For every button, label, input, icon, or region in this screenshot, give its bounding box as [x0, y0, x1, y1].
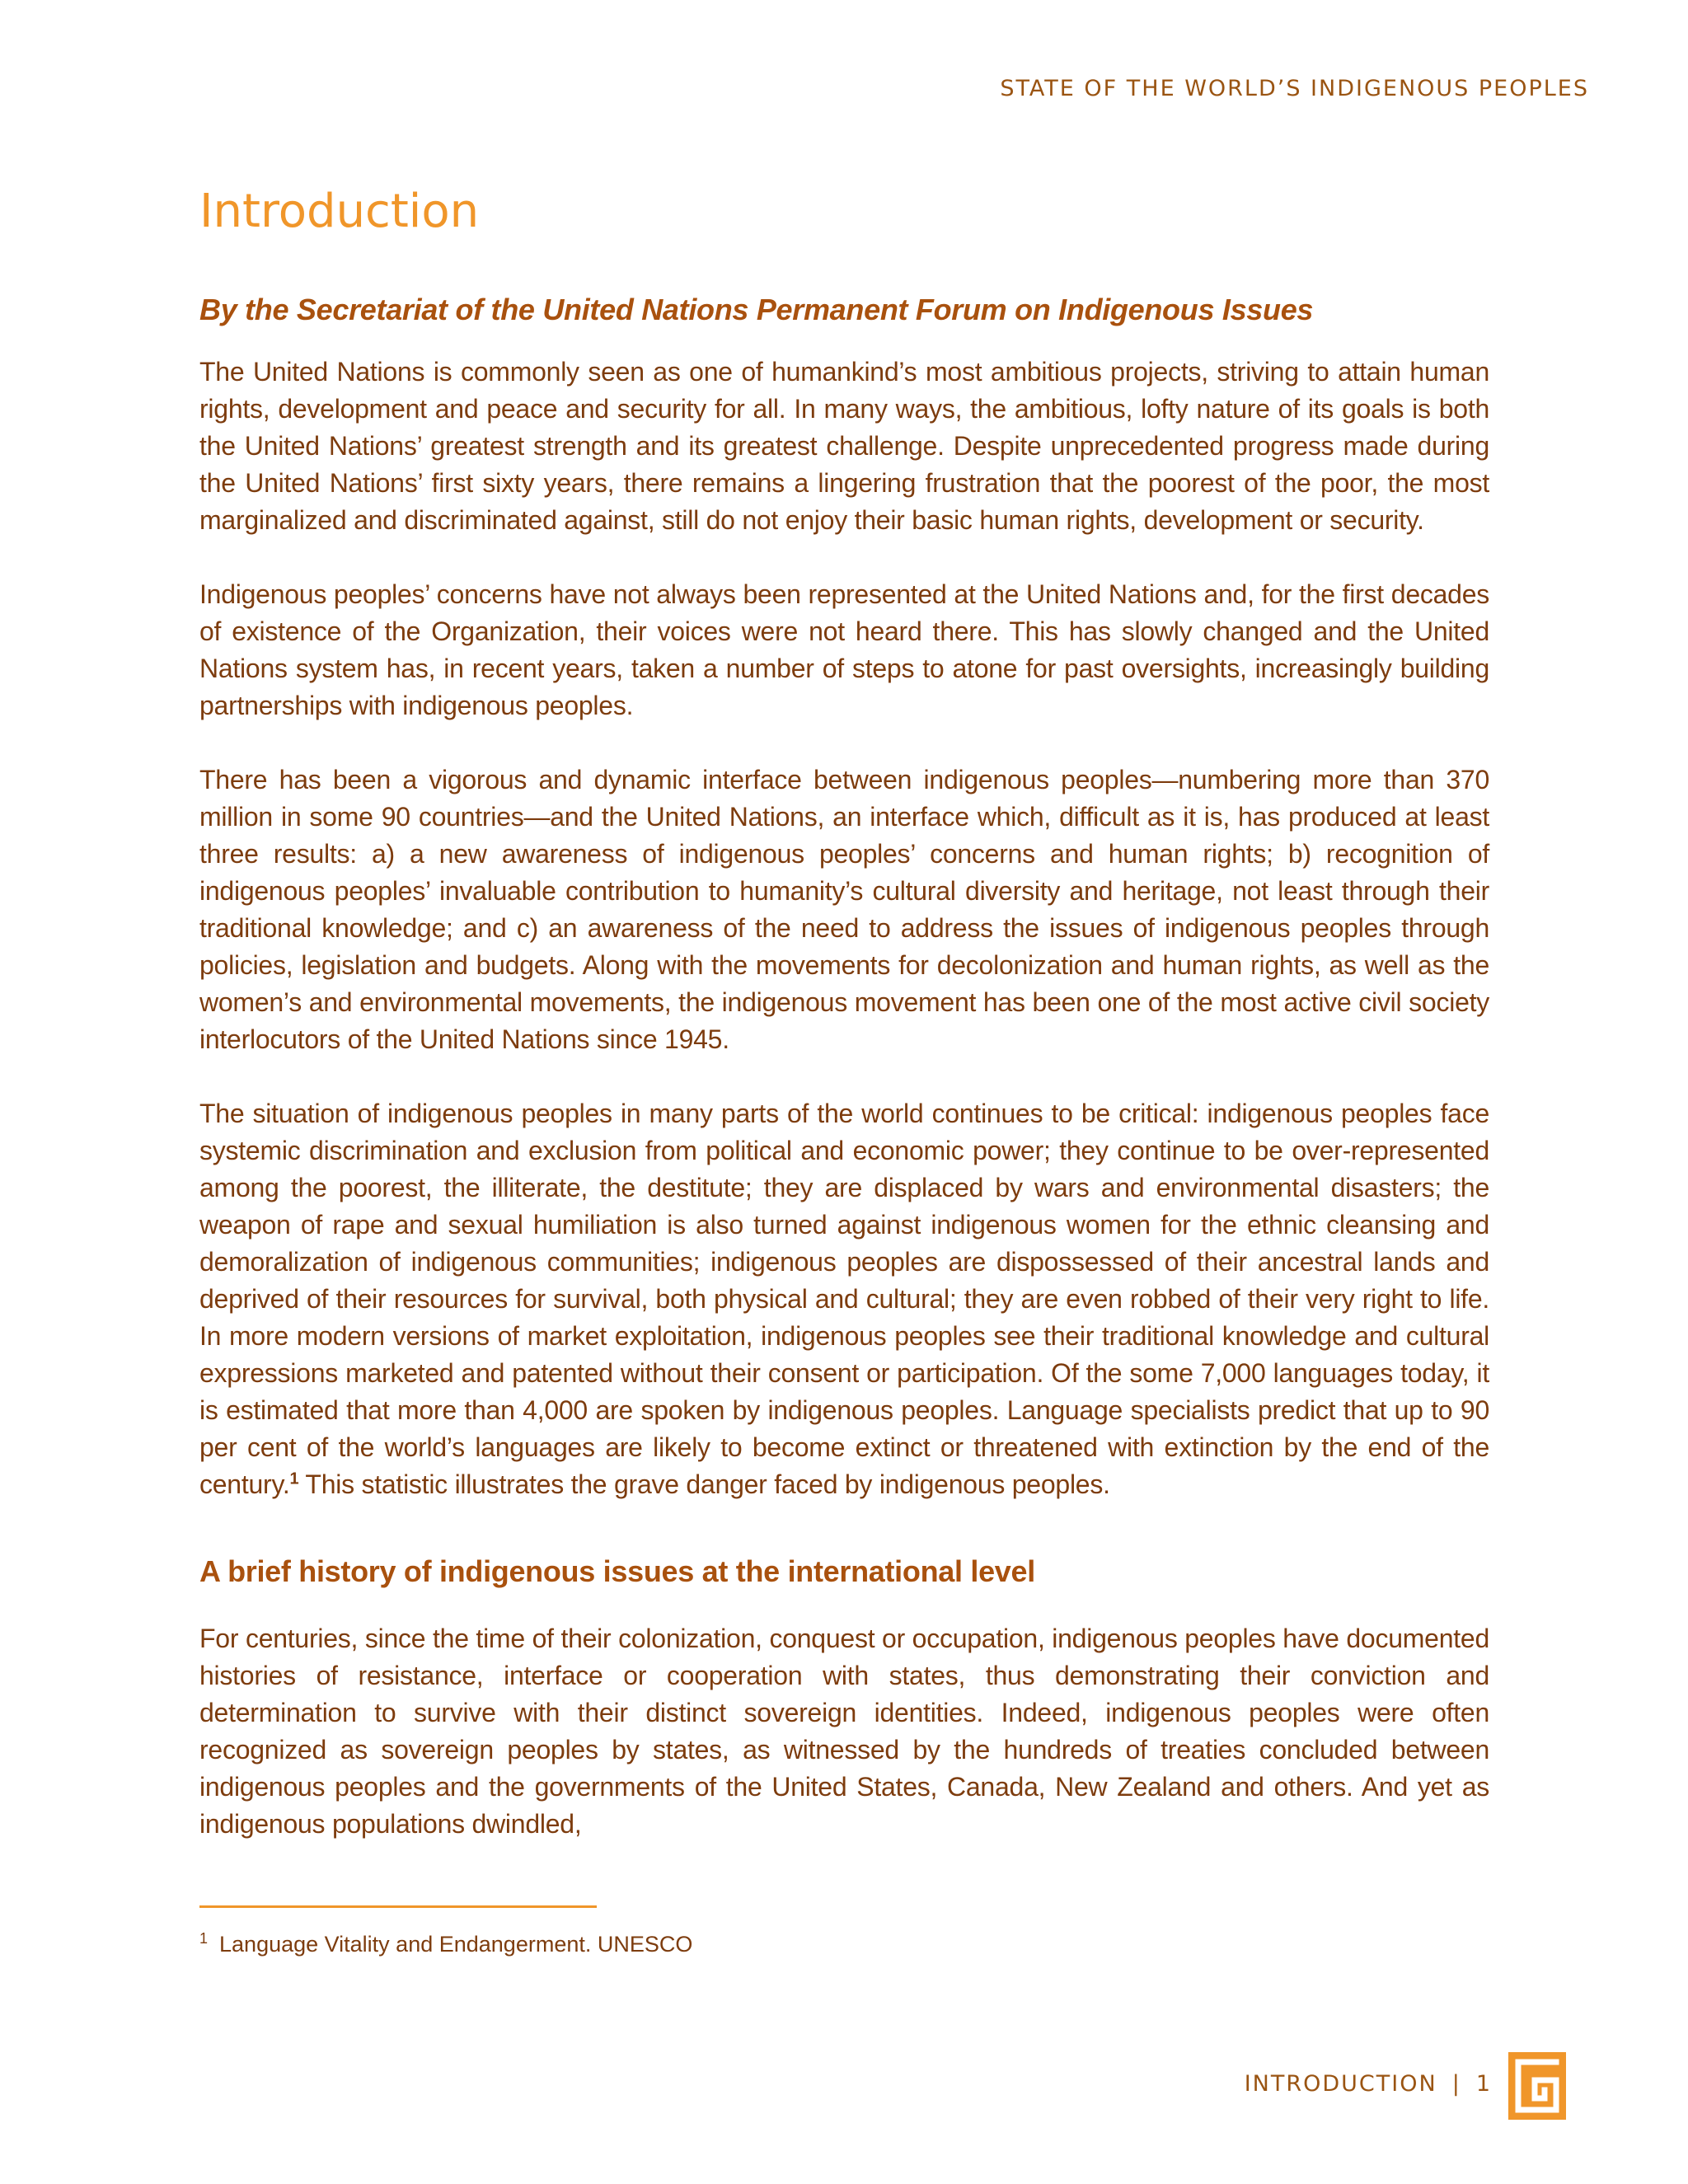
footnote-text: Language Vitality and Endangerment. UNESCO — [219, 1932, 693, 1957]
footnote-reference[interactable]: 1 — [289, 1469, 299, 1488]
paragraph-4 — [199, 1095, 1489, 1503]
paragraph-4-text-end: This statistic illustrates the grave danger faced by indigenous peoples. — [298, 1469, 1110, 1500]
subtitle-byline: By the Secretariat of the United Nations Permanent Forum on Indigenous Issues — [199, 293, 1314, 327]
paragraph-1: The United Nations is commonly seen as one of humankind’s most ambitious projects, striving to attain human rights, development and peace and security for all. In many ways, the ambitious, lofty nature of its goals is both the United Nations’ greatest strength and its greatest challenge. Despite unprecedented progress made during the United Nations’ first sixty years, there remains a lingering frustration that the poorest of the poor, the most marginalized and discriminated against, still do not enjoy their basic human rights, development or security. — [199, 357, 1489, 536]
footnote-marker: 1 — [199, 1930, 209, 1947]
running-footer — [1245, 2071, 1492, 2097]
paragraph-4-text: The situation of indigenous peoples in many parts of the world continues to be critical: indigenous peoples face systemic discrimination and exclusion from political and economic power; they continue to be over-represented among the poorest, the illiterate, the destitute; they are displaced by wars and environmental disasters; the weapon of rape and sexual humiliation is also turned against indigenous women for the ethnic cleansing and demoralization of indigenous communities; indigenous peoples are dispossessed of their ancestral lands and deprived of their resources for survival, both physical and cultural; they are even robbed of their very right to life. In more modern versions of market exploitation, indigenous peoples see their traditional knowledge and cultural expressions marketed and patented without their consent or participation. Of the some 7,000 languages today, it is estimated that more than 4,000 are spoken by indigenous peoples. Language specialists predict that up to 90 per cent of the world’s languages are likely to become extinct or threatened with extinction by the end of the century. — [199, 1099, 1489, 1500]
footer-separator: | — [1451, 2071, 1461, 2097]
footnote-divider — [199, 1905, 597, 1908]
main-content — [199, 185, 1489, 1843]
page-number: 1 — [1475, 2071, 1492, 2097]
paragraph-3: There has been a vigorous and dynamic interface between indigenous peoples—numbering more than 370 million in some 90 countries—and the United Nations, an interface which, difficult as it is, has produced at least three results: a) a new awareness of indigenous peoples’ concerns and human rights; b) recognition of indigenous peoples’ invaluable contribution to humanity’s cultural diversity and heritage, not least through their traditional knowledge; and c) an awareness of the need to address the issues of indigenous peoples through policies, legislation and budgets. Along with the movements for decolonization and human rights, as well as the women’s and environmental movements, the indigenous movement has been one of the most active civil society interlocutors of the United Nations since 1945. — [199, 765, 1489, 1055]
footer-section-label: INTRODUCTION — [1244, 2071, 1437, 2097]
page-title: Introduction — [199, 185, 480, 238]
paragraph-2: Indigenous peoples’ concerns have not always been represented at the United Nations and, for the first decades of existence of the Organization, their voices were not heard there. This has slowly changed and the United Nations system has, in recent years, taken a number of steps to atone for past oversights, increasingly building partnerships with indigenous peoples. — [199, 579, 1489, 721]
section-heading: A brief history of indigenous issues at the international level — [199, 1554, 1035, 1589]
paragraph-5: For centuries, since the time of their colonization, conquest or occupation, indigenous peoples have documented histories of resistance, interface or cooperation with states, thus demonstrating their conviction and determination to survive with their distinct sovereign identities. Indeed, indigenous peoples were often recognized as sovereign peoples by states, as witnessed by the hundreds of treaties concluded between indigenous peoples and the governments of the United States, Canada, New Zealand and others. And yet as indigenous populations dwindled, — [199, 1624, 1489, 1840]
footnote — [199, 1932, 692, 1957]
spiral-key-logo-icon — [1508, 2052, 1566, 2120]
running-header: STATE OF THE WORLD’S INDIGENOUS PEOPLES — [1000, 76, 1589, 101]
